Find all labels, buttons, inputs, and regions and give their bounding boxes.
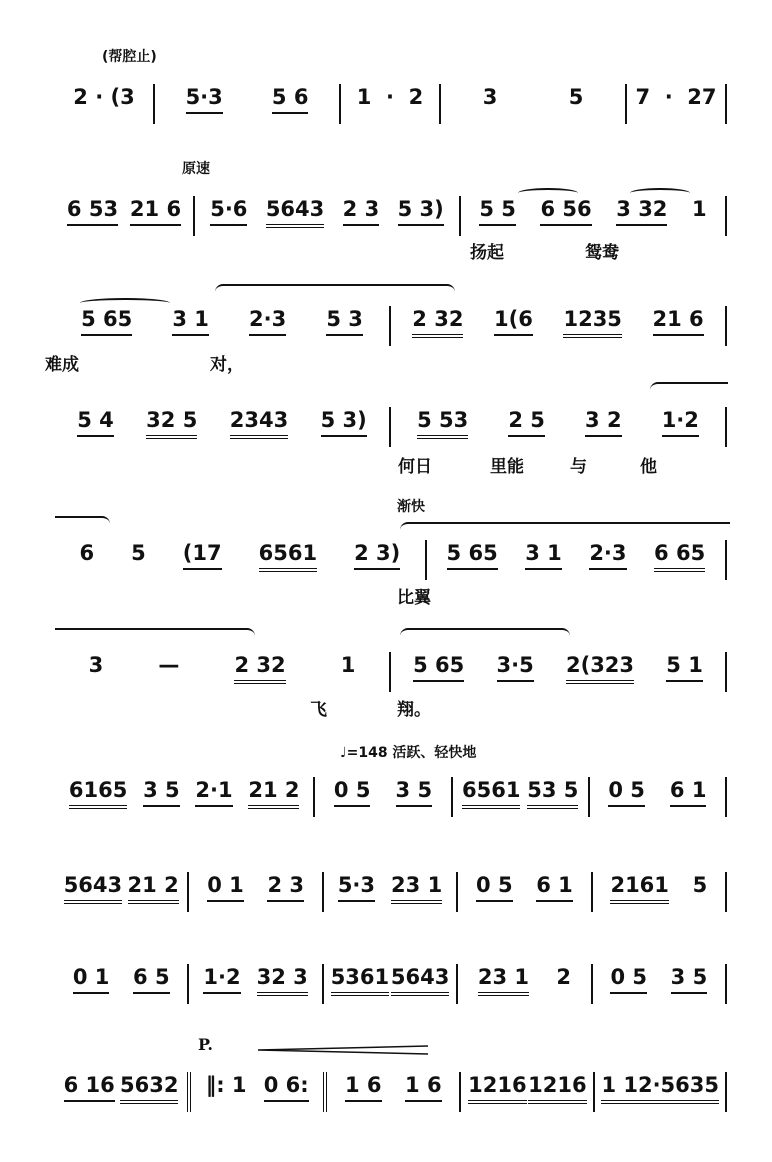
- note-group: 5643: [391, 964, 449, 996]
- score-line: [55, 540, 727, 580]
- note-group: 5 4: [77, 407, 114, 437]
- note-group: 6 1: [536, 872, 573, 902]
- measure: [427, 540, 727, 580]
- note-group: 23 1: [478, 964, 529, 996]
- accelerando-marking: 渐快: [397, 499, 425, 515]
- note-group: 2 3): [354, 540, 400, 570]
- slur: [80, 298, 170, 308]
- slur: [55, 516, 110, 526]
- note-group: 21 2: [128, 872, 179, 904]
- note-group: 0 5: [608, 777, 645, 807]
- note-group: 1·2: [662, 407, 699, 437]
- lyric: 他: [640, 457, 657, 477]
- note-group: 3 5: [396, 777, 433, 807]
- slur: [650, 382, 728, 392]
- score-line: [55, 1072, 727, 1112]
- measure: [593, 964, 727, 1004]
- score-line: [55, 652, 727, 692]
- slur: [215, 284, 455, 294]
- lyric: 对，: [210, 355, 244, 375]
- measure: [55, 872, 189, 912]
- note-group: —: [158, 653, 180, 677]
- note-group: 0 5: [476, 872, 513, 902]
- note-group: 0 5: [610, 964, 647, 994]
- note-group: 2161: [610, 872, 668, 904]
- slur: [55, 628, 255, 638]
- note-group: 32 5: [146, 407, 197, 439]
- note-group: 7 · 27: [635, 85, 717, 109]
- original-tempo-marking: 原速: [182, 161, 210, 177]
- note-group: 21 2: [248, 777, 299, 809]
- note-group: 5 65: [447, 540, 498, 570]
- note-group: 6 53: [67, 196, 118, 226]
- note-group: 5: [131, 541, 146, 565]
- note-group: 2(323: [566, 652, 634, 684]
- lyric: 扬起: [470, 243, 504, 263]
- note-group: 5·3: [186, 84, 223, 114]
- note-group: 2·3: [249, 306, 286, 336]
- note-group: 1(6: [494, 306, 533, 336]
- measure: [458, 872, 592, 912]
- measure: [55, 777, 315, 817]
- note-group: 1: [692, 197, 707, 221]
- measure: [55, 540, 427, 580]
- score-line: [55, 196, 727, 236]
- lyric: 飞: [310, 700, 327, 720]
- measure: [595, 1072, 727, 1112]
- note-group: 32 3: [257, 964, 308, 996]
- measure: [55, 964, 189, 1004]
- measure: [458, 964, 592, 1004]
- measure: [189, 964, 323, 1004]
- measure: [391, 407, 727, 447]
- slur: [630, 188, 690, 198]
- note-group: 3 1: [525, 540, 562, 570]
- note-group: 1 · 2: [356, 85, 424, 109]
- measure: [461, 196, 727, 236]
- measure: [55, 84, 155, 124]
- note-group: 21 6: [653, 306, 704, 336]
- bangqiang-stop-marking: (帮腔止): [102, 49, 157, 65]
- note-group: 2: [556, 965, 571, 989]
- measure: [627, 84, 727, 124]
- measure: [195, 196, 461, 236]
- score-line: [55, 872, 727, 912]
- note-group: 5 65: [81, 306, 132, 336]
- note-group: 1·2: [203, 964, 240, 994]
- note-group: 6 5: [133, 964, 170, 994]
- measure: [590, 777, 727, 817]
- measure: [324, 964, 458, 1004]
- note-group: 2 5: [508, 407, 545, 437]
- note-group: 5 53: [417, 407, 468, 439]
- score-line: [55, 407, 727, 447]
- note-group: 6 16: [64, 1072, 115, 1102]
- note-group: 6561: [259, 540, 317, 572]
- note-group: 5: [692, 873, 708, 897]
- note-group: ‖: 1: [205, 1073, 247, 1097]
- note-group: (17: [183, 540, 222, 570]
- measure: [155, 84, 341, 124]
- note-group: 2 3: [343, 196, 380, 226]
- note-group: 5: [568, 85, 584, 109]
- note-group: 3 5: [143, 777, 180, 807]
- measure: [327, 1072, 461, 1112]
- note-group: 5643: [64, 872, 122, 904]
- note-group: 6 65: [654, 540, 705, 572]
- note-group: 5·3: [338, 872, 375, 902]
- note-group: 21 6: [130, 196, 181, 226]
- measure: [341, 84, 441, 124]
- note-group: 0 1: [73, 964, 110, 994]
- measure: [453, 777, 590, 817]
- note-group: 1235: [563, 306, 621, 338]
- lyric: 里能: [490, 457, 524, 477]
- note-group: 5 65: [413, 652, 464, 682]
- note-group: 2·1: [195, 777, 232, 807]
- note-group: 23 1: [391, 872, 442, 904]
- note-group: 2·3: [589, 540, 626, 570]
- note-group: 6: [79, 541, 95, 565]
- note-group: 1: [340, 653, 356, 677]
- note-group: 3 2: [585, 407, 622, 437]
- note-group: 5 3: [326, 306, 363, 336]
- note-group: 6 1: [670, 777, 707, 807]
- measure: [55, 652, 391, 692]
- note-group: 6165: [69, 777, 127, 809]
- measure: [189, 872, 323, 912]
- note-group: 1 12·5635: [601, 1072, 719, 1104]
- slur: [400, 522, 730, 532]
- lyric: 翔。: [397, 700, 431, 720]
- note-group: 5 1: [666, 652, 703, 682]
- measure: [191, 1072, 327, 1112]
- note-group: 6 56: [540, 196, 591, 226]
- note-group: 53 5: [527, 777, 578, 809]
- note-group: 1216: [468, 1072, 526, 1104]
- slur: [400, 628, 570, 638]
- lyric: 何日: [398, 457, 432, 477]
- note-group: 5·6: [210, 196, 247, 226]
- tempo-marking: ♩=148 活跃、轻快地: [340, 745, 477, 761]
- lyric: 难成: [45, 355, 79, 375]
- note-group: 2 3: [267, 872, 304, 902]
- measure: [55, 1072, 191, 1112]
- crescendo-hairpin: [258, 1040, 428, 1050]
- note-group: 3: [482, 85, 498, 109]
- note-group: 3·5: [497, 652, 534, 682]
- note-group: 5361: [331, 964, 389, 996]
- measure: [55, 196, 195, 236]
- note-group: 0 6:: [264, 1072, 309, 1102]
- note-group: 3 1: [172, 306, 209, 336]
- note-group: 1 6: [405, 1072, 442, 1102]
- note-group: 3: [88, 653, 104, 677]
- note-group: 1216: [528, 1072, 586, 1104]
- lyric: 与: [570, 457, 587, 477]
- note-group: 3 32: [616, 196, 667, 226]
- note-group: 2 · (3: [73, 85, 135, 109]
- note-group: 0 5: [334, 777, 371, 807]
- note-group: 1 6: [345, 1072, 382, 1102]
- note-group: 5 3): [398, 196, 444, 226]
- measure: [315, 777, 452, 817]
- measure: [55, 306, 391, 346]
- note-group: 5 5: [479, 196, 516, 226]
- note-group: 0 1: [207, 872, 244, 902]
- note-group: 2 32: [234, 652, 285, 684]
- measure: [461, 1072, 595, 1112]
- note-group: 5 3): [321, 407, 367, 437]
- note-group: 5 6: [272, 84, 309, 114]
- dynamic-marking: P.: [198, 1035, 213, 1054]
- note-group: 5643: [266, 196, 324, 228]
- lyric: 鸳鸯: [585, 243, 619, 263]
- lyric: 比翼: [397, 588, 431, 608]
- slur: [518, 188, 578, 198]
- measure: [55, 407, 391, 447]
- measure: [441, 84, 627, 124]
- measure: [391, 306, 727, 346]
- measure: [593, 872, 727, 912]
- note-group: 2343: [230, 407, 288, 439]
- measure: [324, 872, 458, 912]
- note-group: 6561: [462, 777, 520, 809]
- note-group: 3 5: [671, 964, 708, 994]
- measure: [391, 652, 727, 692]
- score-line: [55, 777, 727, 817]
- score-line: [55, 84, 727, 124]
- score-line: [55, 964, 727, 1004]
- score-line: [55, 306, 727, 346]
- note-group: 2 32: [412, 306, 463, 338]
- note-group: 5632: [120, 1072, 178, 1104]
